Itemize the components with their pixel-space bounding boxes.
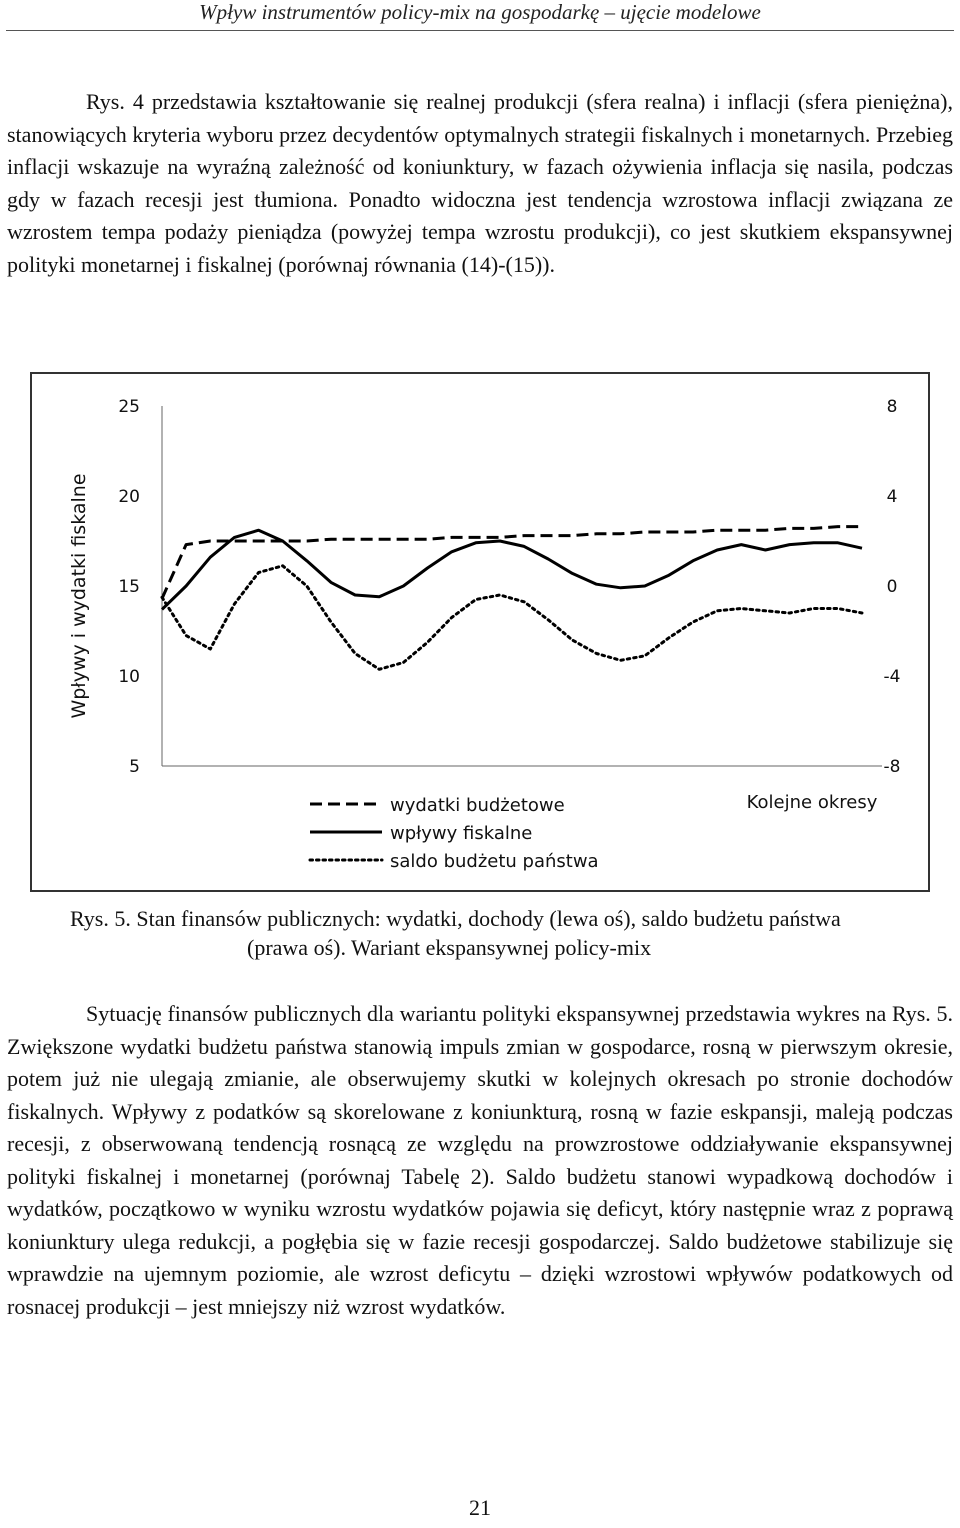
chart-svg <box>32 374 928 890</box>
legend-label: wydatki budżetowe <box>390 795 565 816</box>
y-tick-label: 15 <box>118 577 140 597</box>
chart-labels <box>68 397 900 813</box>
y-tick-label: 10 <box>118 667 140 687</box>
running-header: Wpływ instrumentów policy-mix na gospodarkę – ujęcie modelowe <box>199 0 761 24</box>
chart-series <box>162 527 862 670</box>
y2-tick-label: 0 <box>886 577 898 597</box>
series-line-dotted <box>162 566 862 670</box>
legend-label: saldo budżetu państwa <box>390 851 599 872</box>
caption-line-1: Rys. 5. Stan finansów publicznych: wydatki, dochody (lewa oś), saldo budżetu państwa <box>70 906 841 931</box>
paragraph-discussion: Sytuację finansów publicznych dla wariantu polityki ekspansywnej przedstawia wykres na Rys. 5. Zwiększone wydatki budżetu państwa stanowią impuls zmian w gospodarce, rosną w pierwszym okresie, potem już nie ulegają zmianie, ale obserwujemy skutki w kolejnych okresach po stronie dochodów fiskalnych. Wpływy z podatków są skorelowane z koniunkturą, rosną w fazie eskpansji, maleją podczas recesji, z obserwowaną tendencją rosnącą ze względu na prowzrostowe oddziaływanie ekspansywnej polityki fiskalnej i monetarnej (porównaj Tabelę 2). Saldo budżetu stanowi wypadkową dochodów i wydatków, początkowo w wyniku wzrostu wydatków pojawia się deficyt, który następnie wraz z poprawą koniunktury ulega redukcji, a pogłębia się w fazie recesji gospodarczej. Saldo budżetowe stabilizuje się wprawdzie na ujemnym poziomie, ale wzrost deficytu – dzięki wzrostowi wpływów podatkowych od rosnacej produkcji – jest mniejszy niż wzrost wydatków. <box>7 1001 953 1319</box>
header-rule <box>6 30 954 31</box>
chart-legend <box>310 795 599 872</box>
y-tick-label: 20 <box>118 487 140 507</box>
y-axis-label: Wpływy i wydatki fiskalne <box>68 473 90 719</box>
y2-tick-label: 8 <box>886 397 898 417</box>
chart-axes <box>162 406 882 766</box>
y2-tick-label: -8 <box>883 757 901 777</box>
y2-tick-label: -4 <box>883 667 901 687</box>
x-axis-label: Kolejne okresy <box>746 792 878 813</box>
y2-tick-label: 4 <box>886 487 898 507</box>
legend-label: wpływy fiskalne <box>390 823 533 844</box>
page-number: 21 <box>469 1495 491 1520</box>
figure-caption <box>70 904 930 962</box>
figure-chart <box>30 372 930 892</box>
paragraph-intro: Rys. 4 przedstawia kształtowanie się realnej produkcji (sfera realna) i inflacji (sfera pieniężna), stanowiących kryteria wyboru przez decydentów optymalnych strategii fiskalnych i monetarnych. Przebieg inflacji wskazuje na wyraźną zależność od koniunktury, w fazach ożywienia inflacja się nasila, podczas gdy w fazach recesji jest tłumiona. Ponadto widoczna jest tendencja wzrostowa inflacji związana ze wzrostem tempa podaży pieniądza (powyżej tempa wzrostu produkcji), co jest skutkiem ekspansywnej polityki monetarnej i fiskalnej (porównaj równania (14)-(15)). <box>7 89 953 277</box>
caption-line-2: (prawa oś). Wariant ekspansywnej policy-mix <box>247 935 652 960</box>
y-tick-label: 5 <box>129 757 140 777</box>
y-tick-label: 25 <box>118 397 140 417</box>
series-line-dashed <box>162 527 862 599</box>
